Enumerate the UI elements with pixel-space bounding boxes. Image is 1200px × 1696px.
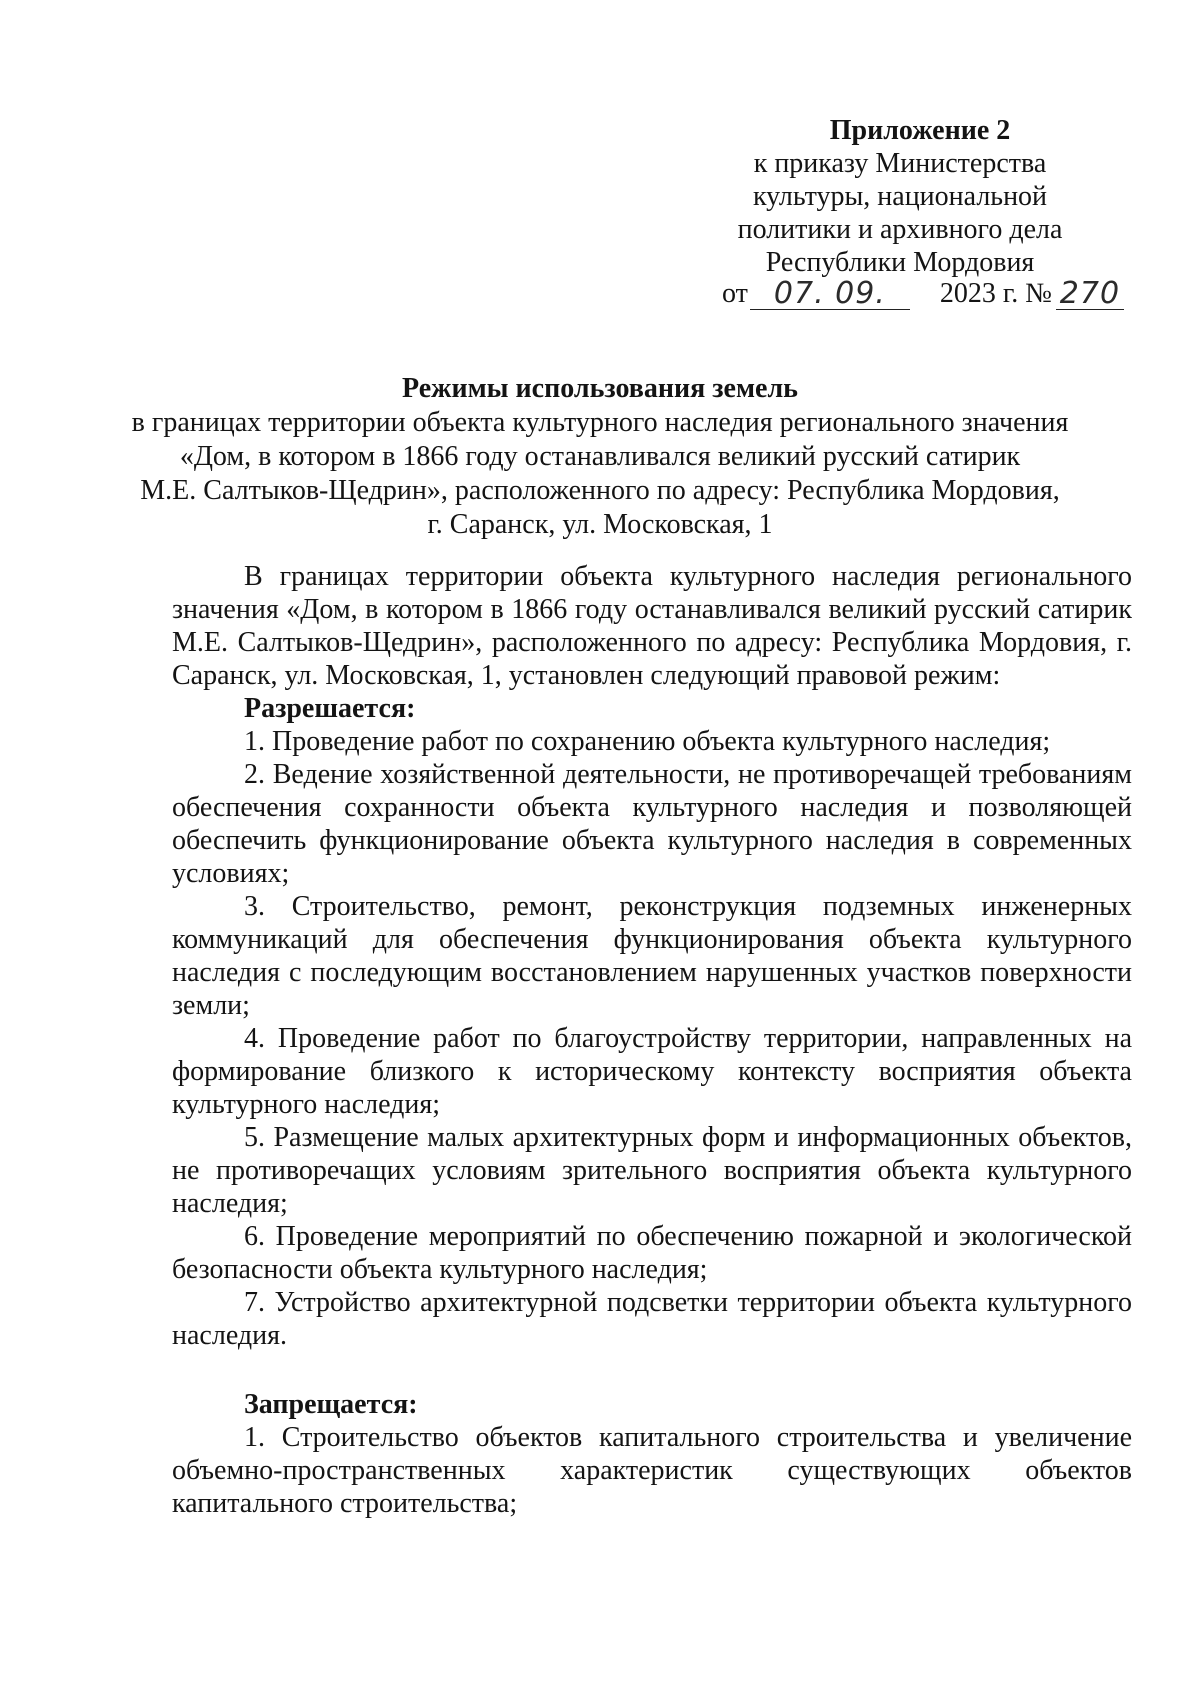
allowed-item: 5. Размещение малых архитектурных форм и информационных объектов, не противоречащих условиям зрительного восприятия объекта культурного наследия; [172, 1122, 1132, 1219]
allowed-item: 1. Проведение работ по сохранению объекта культурного наследия; [244, 726, 1051, 757]
prohibited-item: 1. Строительство объектов капитального строительства и увеличение объемно-пространственных характеристик существующих объектов капитального строительства; [172, 1422, 1132, 1519]
prohibited-heading: Запрещается: [244, 1389, 418, 1420]
allowed-item: 4. Проведение работ по благоустройству территории, направленных на формирование близкого к историческому контексту восприятия объекта культурного наследия; [172, 1023, 1132, 1120]
title-line: М.Е. Салтыков-Щедрин», расположенного по адресу: Республика Мордовия, [140, 475, 1060, 506]
appendix-line: к приказу Министерства [753, 148, 1047, 179]
document-title [80, 372, 1120, 542]
date-prefix: от [722, 278, 748, 309]
handwritten-order-number: 270 [1056, 279, 1124, 310]
order-year: 2023 г. № [939, 278, 1052, 309]
allowed-item: 6. Проведение мероприятий по обеспечению пожарной и экологической безопасности объекта культурного наследия; [172, 1221, 1132, 1285]
allowed-heading: Разрешается: [244, 693, 416, 724]
title-heading: Режимы использования земель [402, 373, 798, 404]
intro-paragraph: В границах территории объекта культурного наследия регионального значения «Дом, в котором в 1866 году останавливался великий русский сатирик М.Е. Салтыков-Щедрин», расположенного по адресу: Республика Мордовия, г. Саранск, ул. Московская, 1, установлен следующий правовой режим: [172, 561, 1132, 691]
appendix-block [700, 114, 1100, 279]
appendix-line: культуры, национальной [752, 181, 1048, 212]
allowed-item: 3. Строительство, ремонт, реконструкция подземных инженерных коммуникаций для обеспечения функционирования объекта культурного наследия с последующим восстановлением нарушенных участков поверхности земли; [172, 891, 1132, 1021]
document-body [172, 560, 1132, 1520]
section-spacer [172, 1352, 1132, 1388]
handwritten-date: 07. 09. [750, 279, 910, 310]
title-line: «Дом, в котором в 1866 году останавливался великий русский сатирик [179, 441, 1021, 472]
order-date-line [722, 278, 1132, 310]
appendix-line: политики и архивного дела [737, 214, 1063, 245]
title-line: г. Саранск, ул. Московская, 1 [427, 509, 773, 540]
appendix-title: Приложение 2 [829, 115, 1011, 146]
allowed-item: 7. Устройство архитектурной подсветки территории объекта культурного наследия. [172, 1287, 1132, 1351]
appendix-line: Республики Мордовия [765, 247, 1035, 278]
allowed-item: 2. Ведение хозяйственной деятельности, не противоречащей требованиям обеспечения сохранности объекта культурного наследия и позволяющей обеспечить функционирование объекта культурного наследия в современных условиях; [172, 759, 1132, 889]
title-line: в границах территории объекта культурного наследия регионального значения [131, 407, 1069, 438]
